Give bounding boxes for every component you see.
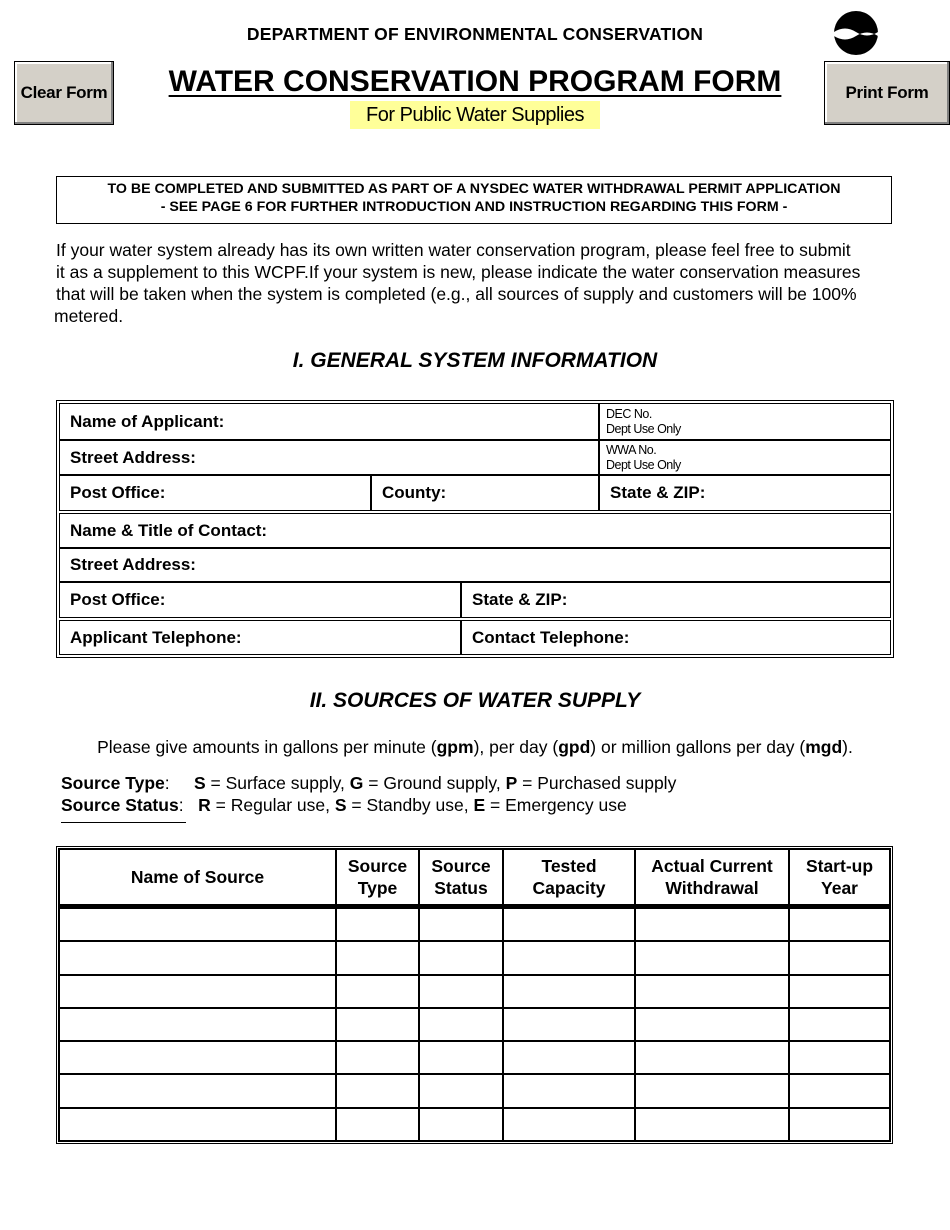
dept-use-only-label: Dept Use Only bbox=[606, 457, 681, 472]
tested-capacity-cell[interactable] bbox=[503, 1108, 635, 1141]
unit-gpd: gpd bbox=[558, 737, 591, 757]
street-address-label: Street Address: bbox=[70, 555, 196, 574]
source-name-cell[interactable] bbox=[59, 1108, 336, 1141]
instr-part-a: Please give amounts in gallons per minute ( bbox=[97, 737, 437, 757]
contact-street-field[interactable] bbox=[59, 548, 891, 582]
code-s: S bbox=[334, 795, 347, 815]
table-row bbox=[59, 1108, 890, 1141]
col-tested-capacity bbox=[503, 849, 635, 908]
col-year-line1: Start-up bbox=[805, 856, 874, 876]
applicant-post-office-field[interactable] bbox=[59, 475, 371, 511]
county-field[interactable] bbox=[371, 475, 599, 511]
dec-number-field bbox=[599, 403, 891, 440]
form-title bbox=[0, 65, 950, 99]
purchased-desc: = Purchased supply bbox=[517, 773, 677, 793]
tested-capacity-cell[interactable] bbox=[503, 908, 635, 941]
clear-form-button[interactable]: Clear Form bbox=[14, 61, 114, 125]
table-row bbox=[59, 975, 890, 1008]
ground-desc: = Ground supply, bbox=[363, 773, 506, 793]
contact-telephone-label: Contact Telephone: bbox=[472, 627, 630, 647]
startup-year-cell[interactable] bbox=[789, 975, 890, 1008]
instr-part-d: ). bbox=[842, 737, 853, 757]
col-source-type bbox=[336, 849, 419, 908]
col-status-line1: Source bbox=[431, 856, 491, 876]
source-status-cell[interactable] bbox=[419, 975, 503, 1008]
source-status-cell[interactable] bbox=[419, 908, 503, 941]
col-name-text: Name of Source bbox=[130, 867, 265, 887]
intro-line-1: If your water system already has its own written water conservation program, please feel free to submit bbox=[56, 240, 851, 260]
county-label: County: bbox=[382, 483, 447, 502]
source-name-cell[interactable] bbox=[59, 941, 336, 974]
emergency-desc: = Emergency use bbox=[485, 795, 627, 815]
tested-capacity-cell[interactable] bbox=[503, 975, 635, 1008]
applicant-telephone-field[interactable] bbox=[59, 620, 461, 655]
source-type-cell[interactable] bbox=[336, 1008, 419, 1041]
notice-line-2: - SEE PAGE 6 FOR FURTHER INTRODUCTION AND INSTRUCTION REGARDING THIS FORM - bbox=[160, 199, 788, 215]
table-row bbox=[59, 941, 890, 974]
unit-gpm: gpm bbox=[436, 737, 474, 757]
dec-logo-icon bbox=[833, 11, 879, 55]
source-type-cell[interactable] bbox=[336, 908, 419, 941]
withdrawal-cell[interactable] bbox=[635, 1074, 789, 1107]
dec-no-label: DEC No. bbox=[606, 406, 652, 421]
standby-desc: = Standby use, bbox=[346, 795, 474, 815]
water-sources-table bbox=[56, 846, 893, 1144]
state-zip-label: State & ZIP: bbox=[472, 590, 568, 609]
source-status-label: Source Status bbox=[61, 795, 179, 815]
col-cap-line2: Capacity bbox=[532, 878, 606, 898]
table-row bbox=[59, 1074, 890, 1107]
startup-year-cell[interactable] bbox=[789, 941, 890, 974]
intro-line-4: metered. bbox=[54, 306, 124, 326]
col-type-line1: Source bbox=[347, 856, 408, 876]
startup-year-cell[interactable] bbox=[789, 1008, 890, 1041]
startup-year-cell[interactable] bbox=[789, 908, 890, 941]
col-status-line2: Status bbox=[434, 878, 488, 898]
applicant-name-field[interactable] bbox=[59, 403, 599, 440]
dept-use-only-label: Dept Use Only bbox=[606, 421, 681, 436]
legend-colon: : bbox=[178, 795, 184, 815]
unit-mgd: mgd bbox=[805, 737, 843, 757]
table-header-row bbox=[59, 849, 890, 908]
post-office-label: Post Office: bbox=[70, 590, 166, 609]
code-r: R bbox=[198, 795, 211, 815]
general-info-grid bbox=[56, 400, 894, 658]
source-status-legend bbox=[61, 795, 627, 816]
source-name-cell[interactable] bbox=[59, 1008, 336, 1041]
contact-state-zip-field[interactable] bbox=[461, 582, 891, 618]
contact-post-office-field[interactable] bbox=[59, 582, 461, 618]
source-status-cell[interactable] bbox=[419, 1041, 503, 1074]
code-p: P bbox=[505, 773, 518, 793]
withdrawal-cell[interactable] bbox=[635, 1108, 789, 1141]
withdrawal-cell[interactable] bbox=[635, 1041, 789, 1074]
code-s: S bbox=[193, 773, 206, 793]
code-g: G bbox=[349, 773, 364, 793]
source-type-cell[interactable] bbox=[336, 1074, 419, 1107]
col-source-status bbox=[419, 849, 503, 908]
wwa-number-field bbox=[599, 440, 891, 475]
units-instruction bbox=[0, 737, 950, 758]
startup-year-cell[interactable] bbox=[789, 1108, 890, 1141]
col-startup-year bbox=[789, 849, 890, 908]
withdrawal-cell[interactable] bbox=[635, 1008, 789, 1041]
col-current-withdrawal bbox=[635, 849, 789, 908]
contact-telephone-field[interactable] bbox=[461, 620, 891, 655]
department-name: DEPARTMENT OF ENVIRONMENTAL CONSERVATION bbox=[246, 24, 704, 44]
section-1-heading: I. GENERAL SYSTEM INFORMATION bbox=[292, 349, 658, 372]
section-2-heading: II. SOURCES OF WATER SUPPLY bbox=[309, 689, 641, 712]
surface-desc: = Surface supply, bbox=[205, 773, 350, 793]
withdrawal-cell[interactable] bbox=[635, 975, 789, 1008]
source-type-cell[interactable] bbox=[336, 1041, 419, 1074]
source-status-cell[interactable] bbox=[419, 1108, 503, 1141]
source-status-cell[interactable] bbox=[419, 941, 503, 974]
col-name-of-source bbox=[59, 849, 336, 908]
form-title-text: WATER CONSERVATION PROGRAM FORM bbox=[168, 65, 782, 98]
legend-divider bbox=[61, 822, 186, 823]
table-row bbox=[59, 908, 890, 941]
source-status-cell[interactable] bbox=[419, 1008, 503, 1041]
startup-year-cell[interactable] bbox=[789, 1074, 890, 1107]
applicant-street-field[interactable] bbox=[59, 440, 599, 475]
intro-line-2: it as a supplement to this WCPF.If your system is new, please indicate the water conservation measures bbox=[56, 262, 861, 282]
applicant-name-label: Name of Applicant: bbox=[70, 411, 225, 431]
source-name-cell[interactable] bbox=[59, 1074, 336, 1107]
applicant-state-zip-field[interactable] bbox=[599, 475, 891, 511]
tested-capacity-cell[interactable] bbox=[503, 1041, 635, 1074]
applicant-telephone-label: Applicant Telephone: bbox=[70, 627, 242, 647]
col-wd-line2: Withdrawal bbox=[665, 878, 759, 898]
source-type-cell[interactable] bbox=[336, 1108, 419, 1141]
startup-year-cell[interactable] bbox=[789, 1041, 890, 1074]
print-form-button[interactable]: Print Form bbox=[824, 61, 950, 125]
source-type-cell[interactable] bbox=[336, 941, 419, 974]
legend-colon: : bbox=[164, 773, 170, 793]
source-name-cell[interactable] bbox=[59, 975, 336, 1008]
street-address-label: Street Address: bbox=[70, 447, 196, 467]
withdrawal-cell[interactable] bbox=[635, 908, 789, 941]
withdrawal-cell[interactable] bbox=[635, 941, 789, 974]
contact-name-label: Name & Title of Contact: bbox=[70, 520, 268, 540]
contact-name-field[interactable] bbox=[59, 513, 891, 548]
table-row bbox=[59, 1041, 890, 1074]
code-e: E bbox=[473, 795, 486, 815]
col-year-line2: Year bbox=[821, 878, 858, 898]
tested-capacity-cell[interactable] bbox=[503, 941, 635, 974]
form-subtitle: For Public Water Supplies bbox=[350, 101, 600, 129]
source-type-cell[interactable] bbox=[336, 975, 419, 1008]
instr-part-c: ) or million gallons per day ( bbox=[590, 737, 806, 757]
post-office-label: Post Office: bbox=[70, 483, 166, 502]
source-type-label: Source Type bbox=[61, 773, 165, 793]
submission-notice bbox=[56, 176, 892, 224]
tested-capacity-cell[interactable] bbox=[503, 1074, 635, 1107]
state-zip-label: State & ZIP: bbox=[610, 483, 706, 502]
intro-paragraph bbox=[56, 239, 916, 327]
tested-capacity-cell[interactable] bbox=[503, 1008, 635, 1041]
col-wd-line1: Actual Current bbox=[651, 856, 773, 876]
wwa-no-label: WWA No. bbox=[606, 442, 657, 457]
table-row bbox=[59, 1008, 890, 1041]
notice-line-1: TO BE COMPLETED AND SUBMITTED AS PART OF A NYSDEC WATER WITHDRAWAL PERMIT APPLICATION bbox=[107, 181, 841, 197]
regular-desc: = Regular use, bbox=[210, 795, 335, 815]
instr-part-b: ), per day ( bbox=[473, 737, 559, 757]
source-name-cell[interactable] bbox=[59, 1041, 336, 1074]
intro-line-3: that will be taken when the system is completed (e.g., all sources of supply and customers will be 100% bbox=[56, 284, 857, 304]
source-type-legend bbox=[61, 773, 676, 794]
source-name-cell[interactable] bbox=[59, 908, 336, 941]
source-status-cell[interactable] bbox=[419, 1074, 503, 1107]
col-type-line2: Type bbox=[357, 878, 398, 898]
col-cap-line1: Tested bbox=[541, 856, 597, 876]
